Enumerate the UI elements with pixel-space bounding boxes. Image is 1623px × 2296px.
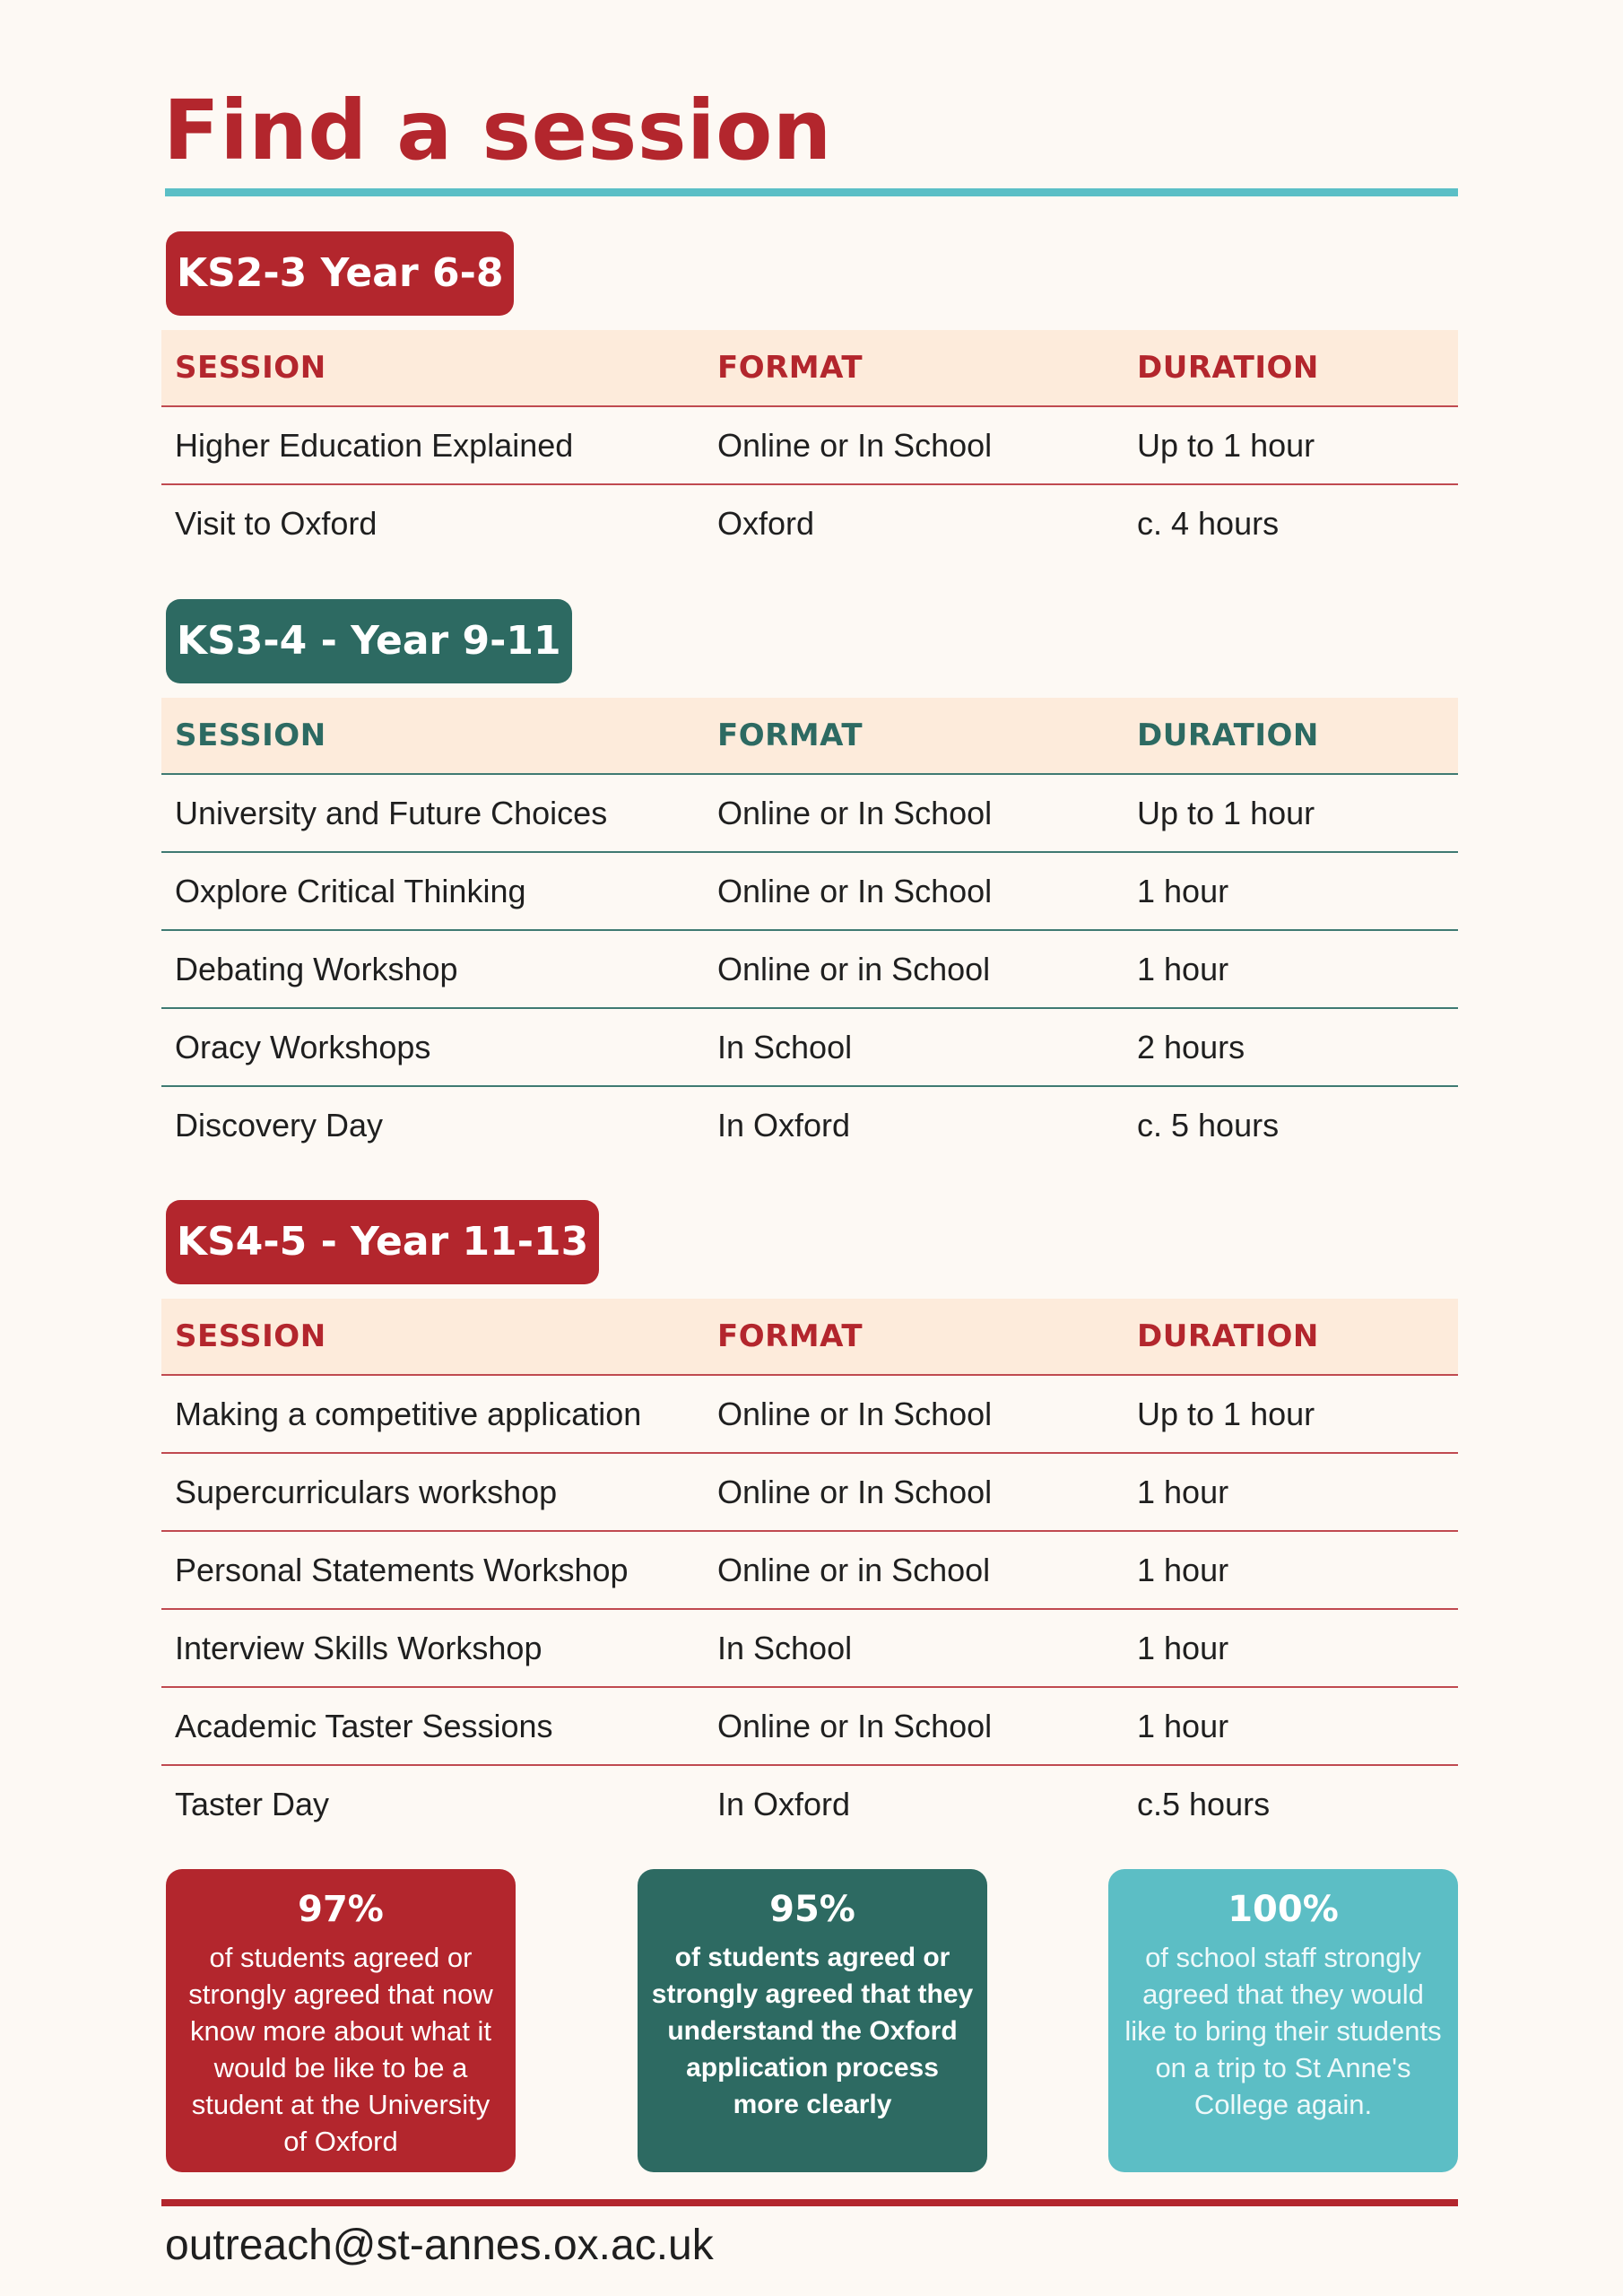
stat-description: of students agreed or strongly agreed that now know more about what it would be like to be a student at the University of Oxford	[188, 1942, 493, 2157]
session-format: Online or In School	[704, 852, 1124, 930]
session-duration: c. 5 hours	[1137, 1106, 1280, 1144]
session-duration: 1 hour	[1124, 1531, 1458, 1609]
contact-email[interactable]: outreach@st-annes.ox.ac.uk	[165, 2222, 714, 2269]
session-format: Online or In School	[704, 774, 1124, 852]
table-row	[161, 1609, 1458, 1687]
table-header-row	[161, 330, 1458, 406]
session-duration: 2 hours	[1124, 1008, 1458, 1086]
table-row	[161, 1687, 1458, 1765]
header-format: FORMAT	[704, 698, 1124, 774]
page-title: Find a session	[163, 83, 832, 178]
session-format: Oxford	[717, 504, 815, 542]
header-format: FORMAT	[704, 330, 1124, 406]
table-row	[161, 1008, 1458, 1086]
session-name: University and Future Choices	[161, 774, 704, 852]
session-name: Making a competitive application	[161, 1375, 704, 1453]
session-duration: c. 4 hours	[1137, 504, 1280, 542]
table-row	[161, 484, 1458, 561]
section-badge: KS4-5 - Year 11-13	[166, 1200, 599, 1284]
section-badge: KS3-4 - Year 9-11	[166, 599, 572, 683]
stats-row	[166, 1869, 1458, 2172]
session-name: Taster Day	[175, 1785, 330, 1822]
table-row	[161, 406, 1458, 484]
stat-description: of school staff strongly agreed that they would like to bring their students on a trip to St Anne's College again.	[1124, 1942, 1442, 2120]
table-row	[161, 930, 1458, 1008]
session-duration: c.5 hours	[1137, 1785, 1271, 1822]
session-name: Oracy Workshops	[161, 1008, 704, 1086]
section-badge: KS2-3 Year 6-8	[166, 231, 514, 316]
session-name: Interview Skills Workshop	[161, 1609, 704, 1687]
stat-percentage: 100%	[1228, 1889, 1339, 1930]
session-format: In School	[704, 1008, 1124, 1086]
session-name: Oxplore Critical Thinking	[161, 852, 704, 930]
footer-divider	[161, 2199, 1458, 2206]
stat-percentage: 95%	[769, 1889, 855, 1930]
session-duration: Up to 1 hour	[1124, 774, 1458, 852]
session-duration: 1 hour	[1124, 930, 1458, 1008]
title-divider	[165, 188, 1458, 196]
header-format: FORMAT	[704, 1299, 1124, 1375]
session-duration: 1 hour	[1124, 852, 1458, 930]
session-duration: 1 hour	[1124, 1453, 1458, 1531]
table-row	[161, 1375, 1458, 1453]
table-row	[161, 1531, 1458, 1609]
session-name: Visit to Oxford	[175, 504, 378, 542]
stat-card-staff-return	[1108, 1869, 1458, 2172]
session-format: Online or In School	[704, 1687, 1124, 1765]
session-name: Debating Workshop	[161, 930, 704, 1008]
session-format: Online or in School	[704, 1531, 1124, 1609]
table-row	[161, 1453, 1458, 1531]
session-format: In School	[704, 1609, 1124, 1687]
session-format: In Oxford	[717, 1106, 851, 1144]
session-duration: 1 hour	[1124, 1609, 1458, 1687]
stat-description: of students agreed or strongly agreed that they understand the Oxford application process more clearly	[651, 1943, 974, 2119]
header-session: SESSION	[161, 698, 704, 774]
header-duration: DURATION	[1124, 698, 1458, 774]
table-row	[161, 1765, 1458, 1842]
session-name: Higher Education Explained	[161, 406, 704, 484]
session-duration: 1 hour	[1124, 1687, 1458, 1765]
sessions-table	[161, 698, 1458, 1163]
session-name: Discovery Day	[175, 1106, 384, 1144]
table-header-row	[161, 1299, 1458, 1375]
session-name: Supercurriculars workshop	[161, 1453, 704, 1531]
session-format: Online or In School	[704, 1375, 1124, 1453]
header-duration: DURATION	[1124, 1299, 1458, 1375]
session-format: Online or In School	[704, 406, 1124, 484]
session-name: Personal Statements Workshop	[161, 1531, 704, 1609]
sessions-table	[161, 1299, 1458, 1842]
table-header-row	[161, 698, 1458, 774]
header-session: SESSION	[161, 1299, 704, 1375]
session-format: In Oxford	[717, 1785, 851, 1822]
stat-percentage: 97%	[298, 1889, 384, 1930]
session-format: Online or in School	[704, 930, 1124, 1008]
sessions-table	[161, 330, 1458, 561]
session-duration: Up to 1 hour	[1124, 406, 1458, 484]
stat-card-students-knowledge	[166, 1869, 516, 2172]
header-duration: DURATION	[1124, 330, 1458, 406]
table-row	[161, 852, 1458, 930]
session-name: Academic Taster Sessions	[161, 1687, 704, 1765]
header-session: SESSION	[161, 330, 704, 406]
table-row	[161, 774, 1458, 852]
table-row	[161, 1086, 1458, 1163]
session-duration: Up to 1 hour	[1124, 1375, 1458, 1453]
session-format: Online or In School	[704, 1453, 1124, 1531]
stat-card-application-process	[638, 1869, 987, 2172]
